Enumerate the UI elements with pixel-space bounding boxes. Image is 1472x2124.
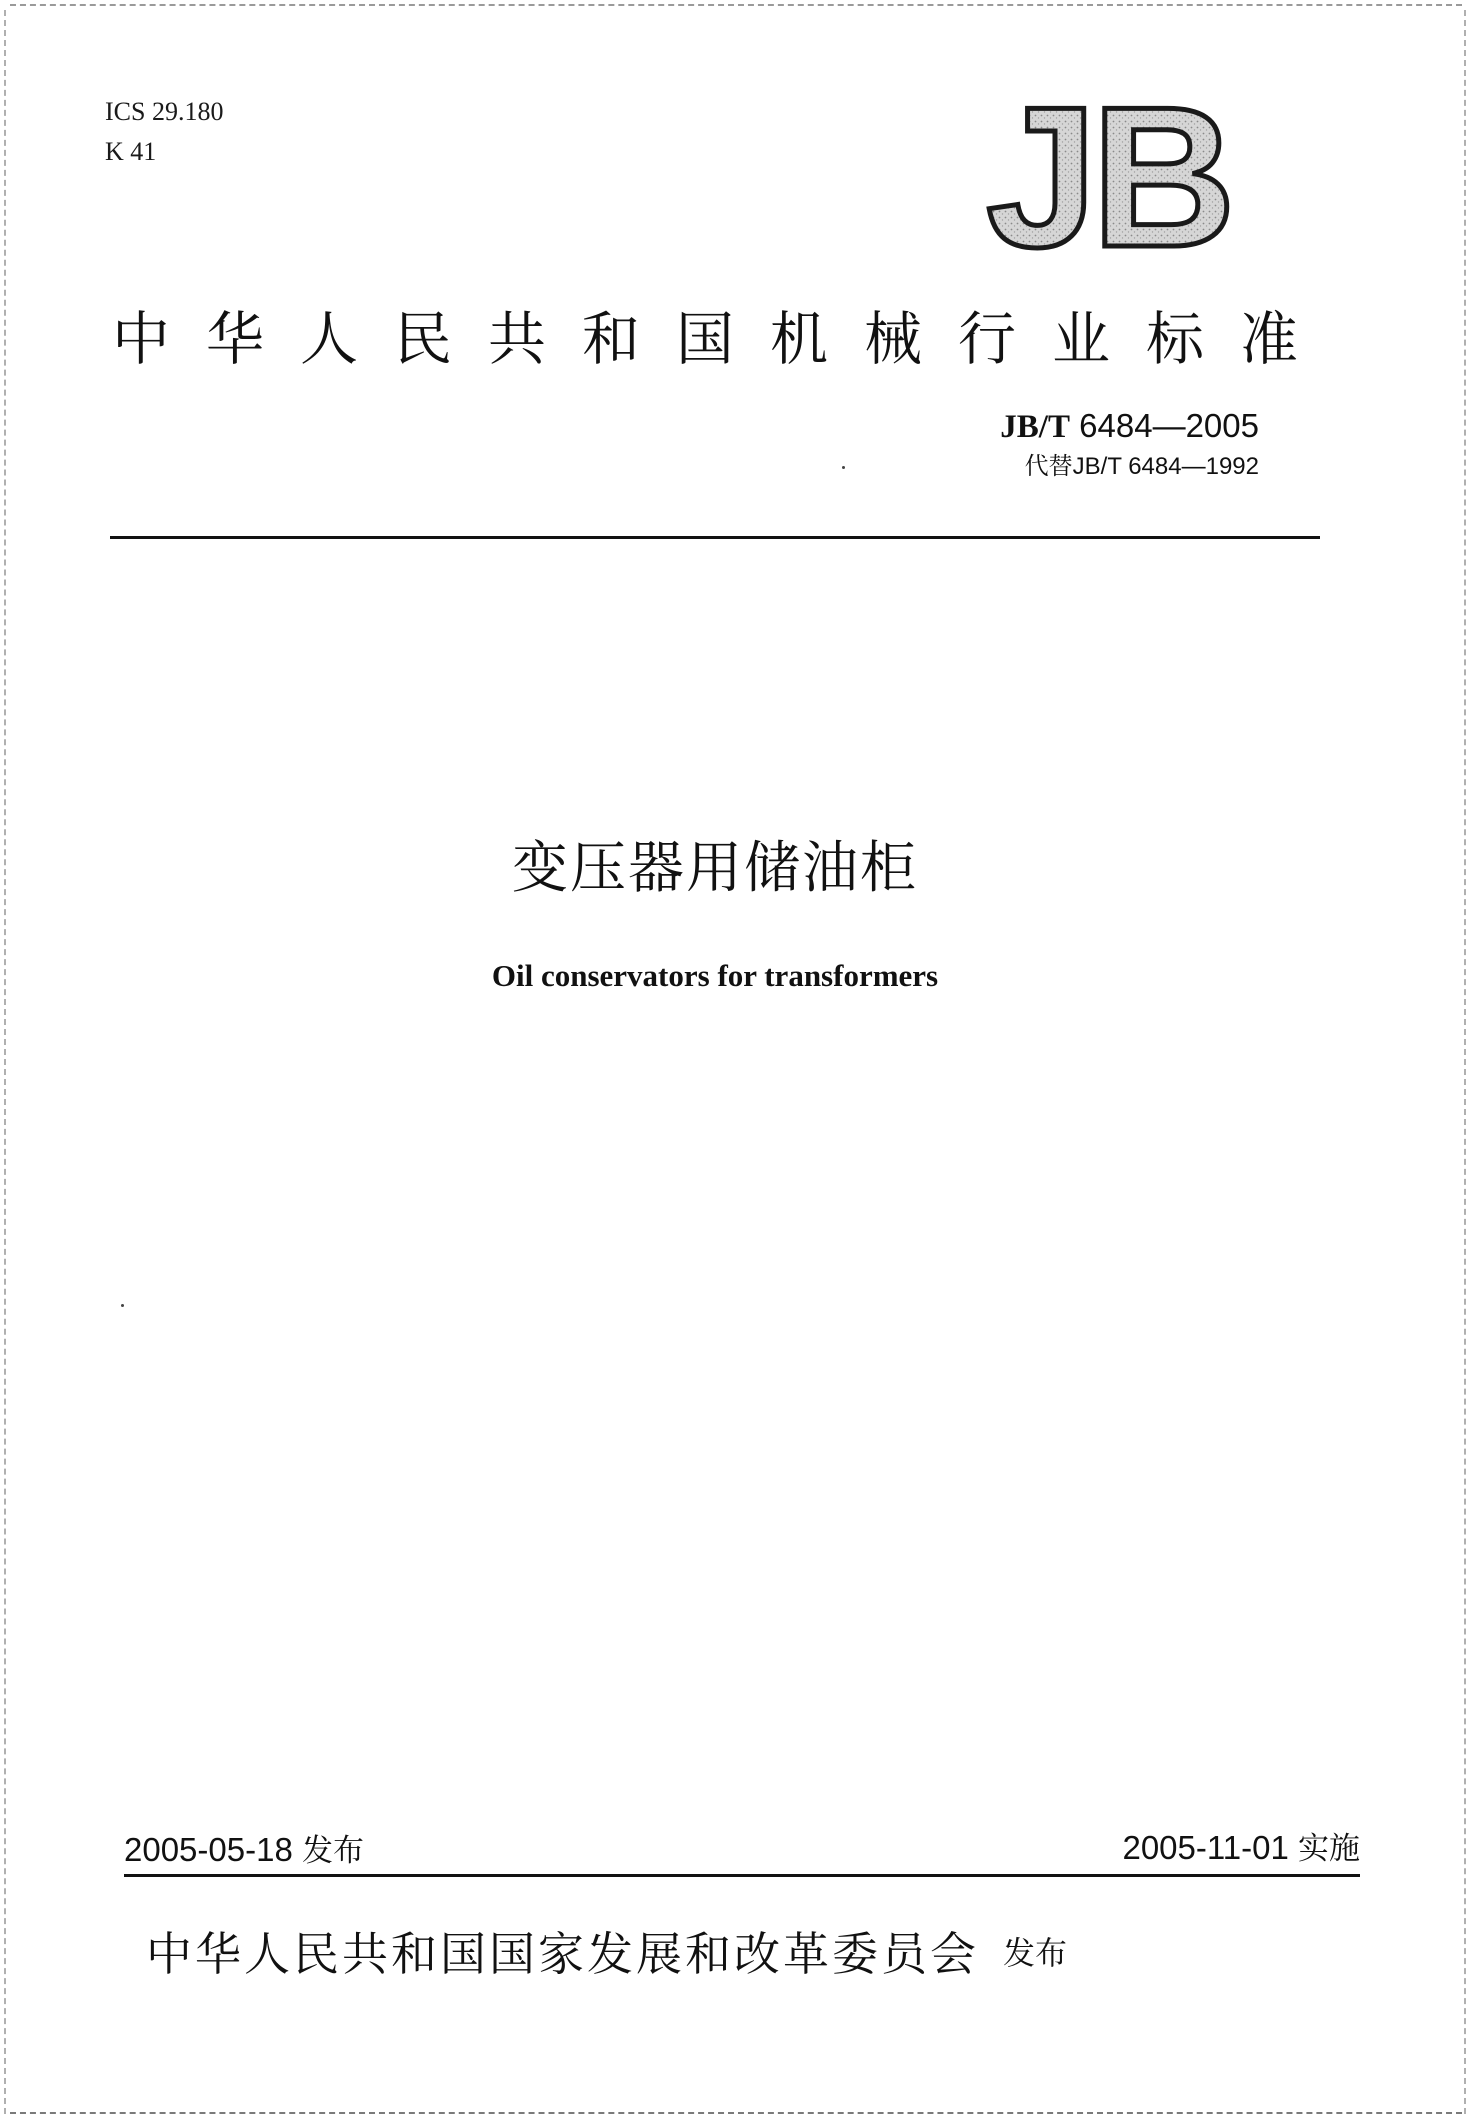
jb-logo xyxy=(968,96,1248,256)
scan-border-bottom xyxy=(10,2112,1462,2114)
publisher-label: 发布 xyxy=(1003,1934,1068,1972)
ccs-code: K 41 xyxy=(105,137,157,166)
issue-date-block xyxy=(124,1825,364,1870)
replaces-standard: 代替JB/T 6484—1992 xyxy=(1024,453,1259,480)
scan-border-left xyxy=(4,10,6,2114)
header-divider xyxy=(110,536,1320,539)
publisher-block xyxy=(146,1918,1067,1984)
standard-title: 中华人民共和国机械行业标准 xyxy=(112,305,1335,373)
standard-code-number: 6484—2005 xyxy=(1079,407,1259,444)
scan-border-top xyxy=(10,4,1462,6)
footer-divider xyxy=(124,1874,1360,1877)
effective-date-block xyxy=(1122,1823,1360,1868)
standard-code-prefix: JB/T xyxy=(1000,409,1070,445)
issue-date: 2005-05-18 xyxy=(124,1831,293,1868)
standard-number xyxy=(1000,404,1259,449)
scan-speck xyxy=(842,466,845,469)
standard-code-block xyxy=(1000,404,1259,485)
effective-label: 实施 xyxy=(1298,1831,1360,1867)
effective-date: 2005-11-01 xyxy=(1122,1829,1289,1866)
document-title-en: Oil conservators for transformers xyxy=(491,958,939,993)
ics-code: ICS 29.180 xyxy=(105,97,224,126)
document-title-cn: 变压器用储油柜 xyxy=(512,836,918,901)
classification-block xyxy=(105,92,223,172)
issue-label: 发布 xyxy=(301,1833,364,1869)
jb-logo-text: JB xyxy=(986,96,1230,256)
publisher-organization: 中华人民共和国国家发展和改革委员会 xyxy=(146,1927,979,1981)
scan-border-right xyxy=(1464,10,1466,2114)
scan-speck xyxy=(121,1304,124,1307)
